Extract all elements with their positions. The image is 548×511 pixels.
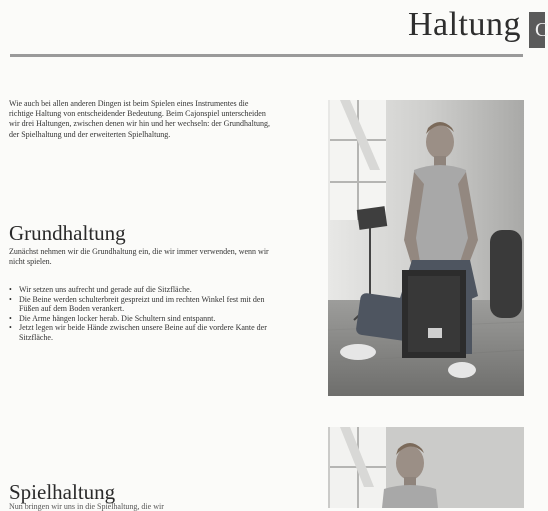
chapter-tab-letter: C: [535, 19, 548, 41]
spielhaltung-intro: Nun bringen wir uns in die Spielhaltung, die wir: [9, 502, 164, 511]
bullet-item: • Wir setzen uns aufrecht und gerade auf die Sitzfläche.: [9, 285, 269, 295]
grundhaltung-bullet-list: [9, 285, 269, 343]
cajon-spielhaltung-photo: [328, 427, 524, 508]
grundhaltung-heading: Grundhaltung: [9, 221, 126, 245]
cajon-grundhaltung-photo: [328, 100, 524, 396]
grundhaltung-intro: Zunächst nehmen wir die Grundhaltung ein, die wir immer verwenden, wenn wir nicht spielen.: [9, 247, 269, 267]
chapter-tab: [529, 12, 548, 48]
bullet-item: • Jetzt legen wir beide Hände zwischen unsere Beine auf die vordere Kante der Sitzfläche.: [9, 323, 269, 342]
page-title: Haltung: [407, 6, 521, 43]
intro-paragraph: Wie auch bei allen anderen Dingen ist beim Spielen eines Instrumentes die richtige Haltung von entscheidender Bedeutung. Beim Cajonspiel unterscheiden wir drei Haltungen, zwischen denen wir hin und her wechseln: der Grundhaltung, der Spielhaltung und der erweiterten Spielhaltung.: [9, 99, 271, 139]
bullet-item: • Die Arme hängen locker herab. Die Schultern sind entspannt.: [9, 314, 269, 324]
bullet-item: • Die Beine werden schulterbreit gespreizt und im rechten Winkel fest mit den Füßen auf dem Boden verankert.: [9, 295, 269, 314]
title-rule: [10, 54, 523, 57]
spielhaltung-heading: Spielhaltung: [9, 480, 116, 504]
